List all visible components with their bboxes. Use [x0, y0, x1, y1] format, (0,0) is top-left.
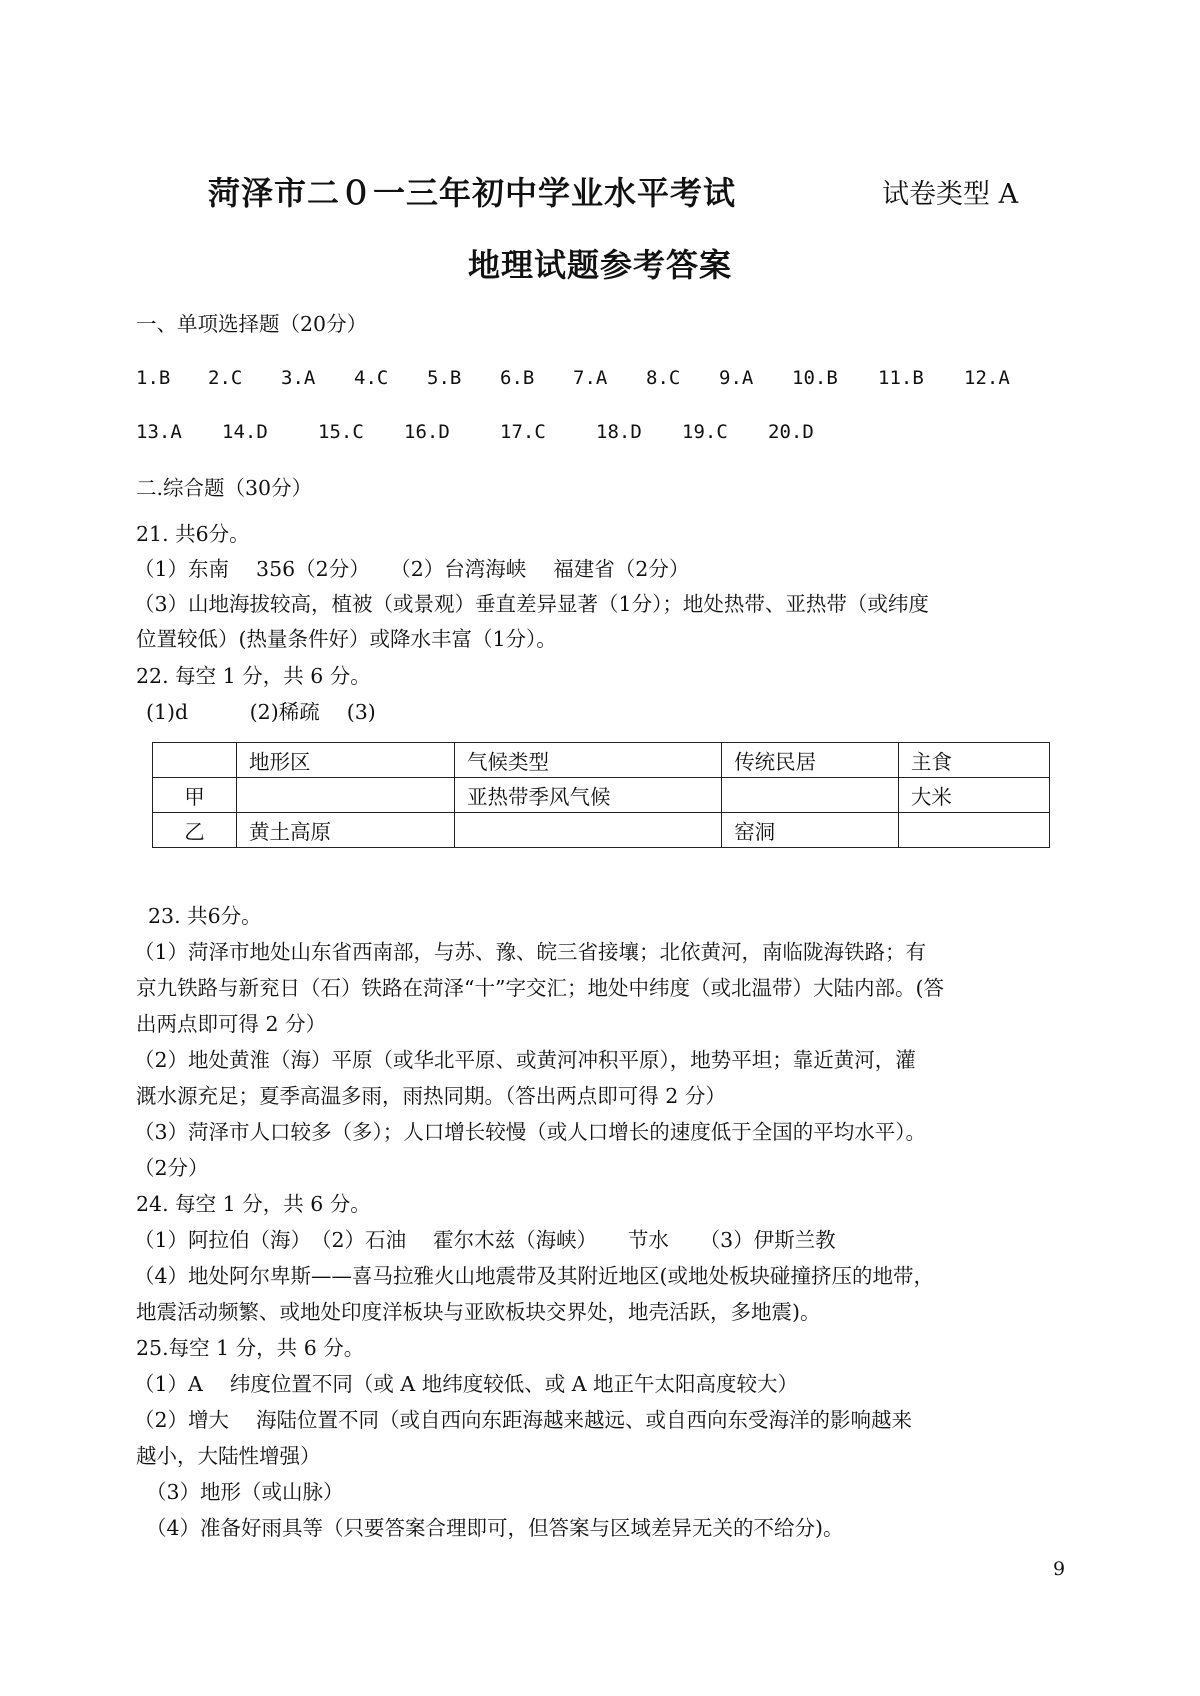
q22-answer-line: (1)d (2)稀疏 (3)	[146, 700, 376, 724]
table-header-row	[153, 743, 1050, 778]
q24-answer-line: 地震活动频繁、或地处印度洋板块与亚欧板块交界处，地壳活跃，多地震)。	[136, 1300, 821, 1324]
answer-item: 8.C	[646, 367, 681, 389]
q21-answer-line: （1）东南 356（2分） （2）台湾海峡 福建省（2分）	[134, 557, 690, 581]
q25-answer-line: （3）地形（或山脉）	[146, 1480, 344, 1504]
table-cell: 乙	[153, 813, 237, 848]
q21-heading: 21. 共6分。	[136, 522, 250, 546]
title-row	[0, 168, 1200, 218]
table-cell: 亚热带季风气候	[454, 778, 721, 813]
table-cell: 甲	[153, 778, 237, 813]
answer-item: 15.C	[318, 421, 364, 443]
q23-answer-line: （2）地处黄淮（海）平原（或华北平原、或黄河冲积平原），地势平坦；靠近黄河，灌	[134, 1048, 916, 1072]
q25-answer-line: 越小，大陆性增强）	[136, 1444, 321, 1468]
table-cell	[454, 813, 721, 848]
q21-answer-line: （3）山地海拔较高，植被（或景观）垂直差异显著（1分）；地处热带、亚热带（或纬度	[134, 592, 929, 616]
table-cell: 气候类型	[454, 743, 721, 778]
answer-item: 14.D	[222, 421, 268, 443]
answer-item: 13.A	[136, 421, 182, 443]
table-cell	[153, 743, 237, 778]
table-cell: 窑洞	[722, 813, 899, 848]
q23-answer-line: （1）菏泽市地处山东省西南部，与苏、豫、皖三省接壤；北依黄河，南临陇海铁路；有	[134, 940, 927, 964]
q23-heading: 23. 共6分。	[148, 904, 262, 928]
answer-item: 20.D	[768, 421, 814, 443]
q24-answer-line: （4）地处阿尔卑斯——喜马拉雅火山地震带及其附近地区(或地处板块碰撞挤压的地带，	[134, 1264, 935, 1288]
answer-item: 4.C	[354, 367, 389, 389]
q22-heading: 22. 每空 1 分，共 6 分。	[136, 664, 371, 688]
table-cell: 大米	[898, 778, 1049, 813]
q23-answer-line: 京九铁路与新兖日（石）铁路在菏泽“十”字交汇；地处中纬度（或北温带）大陆内部。(答	[136, 976, 944, 1000]
answer-item: 12.A	[964, 367, 1010, 389]
paper-type-label: 试卷类型 A	[882, 179, 1019, 210]
q22-answer-table	[152, 742, 1050, 848]
answer-item: 5.B	[427, 367, 462, 389]
q23-answer-line: （2分）	[134, 1156, 209, 1180]
table-cell: 黄土高原	[236, 813, 454, 848]
answer-item: 1.B	[136, 367, 171, 389]
q25-answer-line: （2）增大 海陆位置不同（或自西向东距海越来越远、或自西向东受海洋的影响越来	[134, 1408, 913, 1432]
answer-item: 7.A	[573, 367, 608, 389]
answers-row-2	[136, 418, 1056, 446]
answer-item: 9.A	[719, 367, 754, 389]
answer-item: 19.C	[682, 421, 728, 443]
q23-answer-line: 溉水源充足；夏季高温多雨，雨热同期。（答出两点即可得 2 分）	[136, 1084, 726, 1108]
answer-item: 11.B	[878, 367, 924, 389]
answer-item: 18.D	[596, 421, 642, 443]
page-subtitle: 地理试题参考答案	[467, 246, 732, 284]
q25-answer-line: （1）A 纬度位置不同（或 A 地纬度较低、或 A 地正午太阳高度较大）	[134, 1372, 799, 1396]
q23-answer-line: （3）菏泽市人口较多（多）；人口增长较慢（或人口增长的速度低于全国的平均水平）。	[134, 1120, 927, 1144]
answer-item: 2.C	[208, 367, 243, 389]
table-cell: 主食	[898, 743, 1049, 778]
q24-answer-line: （1）阿拉伯（海） （2）石油 霍尔木兹（海峡） 节水 （3）伊斯兰教	[134, 1228, 836, 1252]
answer-item: 3.A	[281, 367, 316, 389]
q23-answer-line: 出两点即可得 2 分）	[136, 1012, 327, 1036]
q25-answer-line: （4）准备好雨具等（只要答案合理即可，但答案与区域差异无关的不给分)。	[146, 1516, 844, 1540]
q24-heading: 24. 每空 1 分，共 6 分。	[136, 1192, 371, 1216]
table-row	[153, 813, 1050, 848]
answers-row-1	[136, 364, 1056, 392]
table-cell: 传统民居	[722, 743, 899, 778]
exam-title: 菏泽市二０一三年初中学业水平考试	[208, 174, 737, 212]
table-cell	[236, 778, 454, 813]
table-cell	[898, 813, 1049, 848]
answer-item: 16.D	[404, 421, 450, 443]
answer-item: 6.B	[500, 367, 535, 389]
answer-item: 10.B	[792, 367, 838, 389]
page-number: 9	[1053, 1558, 1066, 1580]
q25-heading: 25.每空 1 分，共 6 分。	[136, 1336, 365, 1360]
answer-item: 17.C	[500, 421, 546, 443]
section2-heading: 二.综合题（30分）	[136, 476, 313, 500]
q21-answer-line: 位置较低）(热量条件好）或降水丰富（1分）。	[136, 627, 557, 651]
table-cell	[722, 778, 899, 813]
table-cell: 地形区	[236, 743, 454, 778]
section1-heading: 一、单项选择题（20分）	[136, 312, 368, 336]
table-row	[153, 778, 1050, 813]
